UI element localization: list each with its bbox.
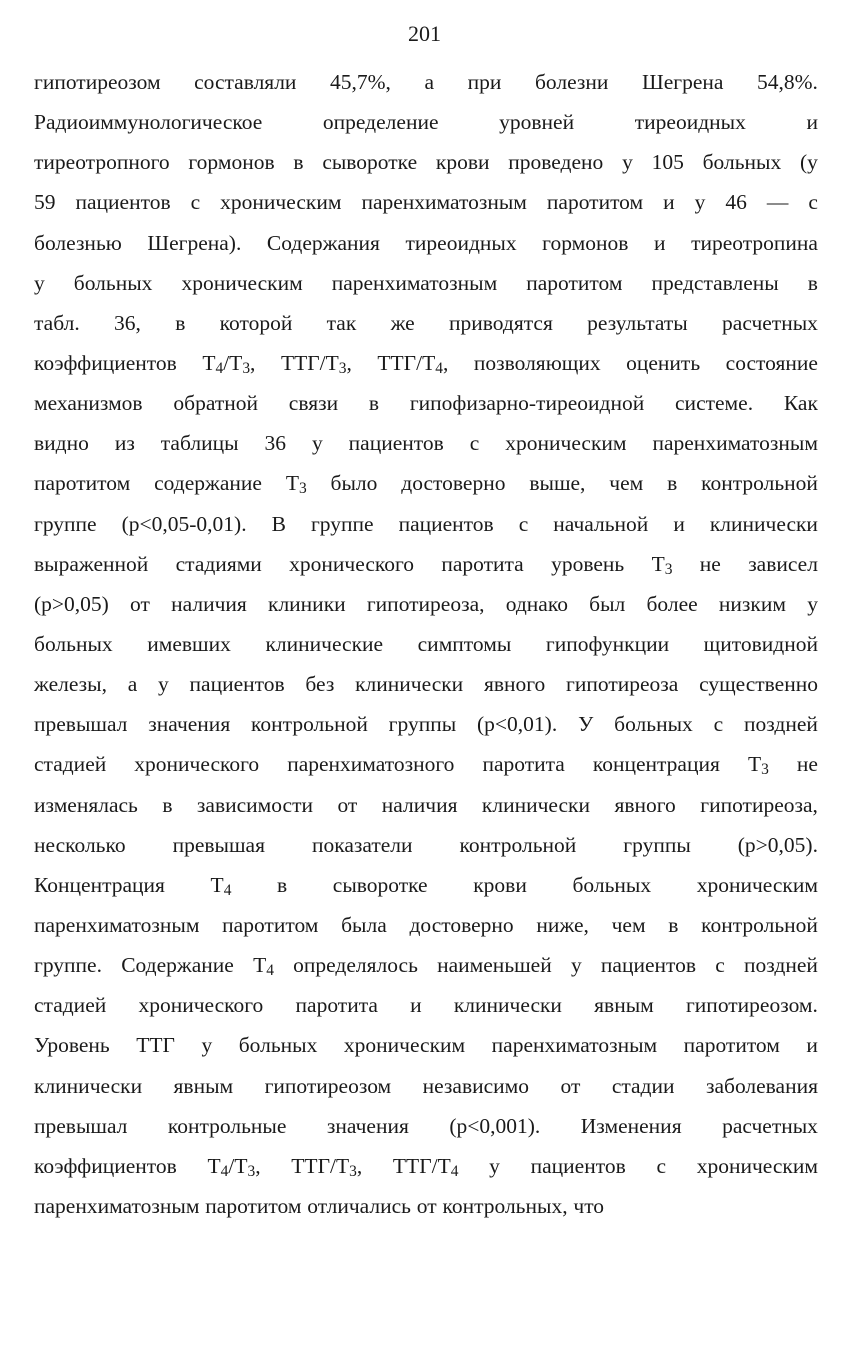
word: больных [572, 872, 652, 897]
word: превышал [34, 1113, 128, 1138]
word: $Т_3$ [651, 551, 673, 578]
text-line [34, 624, 818, 664]
word: с [518, 511, 529, 536]
word: группе. [34, 953, 102, 978]
word: стадией [34, 993, 107, 1018]
word: у [158, 672, 169, 697]
word: паренхиматозным [331, 270, 498, 295]
word: 36, [114, 310, 141, 335]
word: хроническим [343, 1033, 466, 1058]
word: же [390, 310, 415, 335]
word: клинически [453, 993, 562, 1018]
word: контрольной [701, 471, 818, 496]
word: у [34, 270, 45, 295]
word: болезни [534, 70, 609, 94]
text-line [34, 704, 818, 744]
word: паротитом [34, 471, 131, 496]
word: клинически [355, 672, 464, 697]
word: Содержание [121, 953, 234, 978]
word: хронического [134, 752, 260, 777]
word: гипотиреоза, [366, 591, 485, 616]
text-line [34, 985, 818, 1025]
word: тиреотропного [34, 150, 170, 175]
word: было [330, 471, 378, 496]
word: симптомы [417, 631, 512, 656]
word: 105 [651, 150, 684, 175]
word: чем [611, 912, 646, 937]
word: Как [783, 391, 818, 416]
word: у [622, 150, 633, 175]
word: независимо [422, 1073, 530, 1098]
word: был [589, 591, 626, 616]
word: имевших [147, 631, 231, 656]
word: паротитом [526, 270, 623, 295]
word: $Т_3$ [285, 471, 307, 498]
word: клинически [481, 792, 590, 817]
word: в [667, 471, 678, 496]
word: $Т_4$ [253, 953, 274, 980]
word: с [715, 953, 725, 978]
text-line [34, 584, 818, 624]
word: зависимости [196, 792, 313, 817]
word: от [416, 1193, 437, 1218]
word: (р<0,05-0,01). [121, 511, 247, 536]
word: значения [148, 712, 231, 737]
word: оценить [626, 350, 701, 375]
word: ТТГ/$Т_3$, [280, 350, 352, 378]
word: паренхиматозным [34, 1193, 200, 1218]
word: контрольной [459, 832, 577, 857]
word: пациентов [189, 672, 285, 697]
word: и [806, 1033, 818, 1058]
word: 36 [264, 431, 287, 456]
word: показатели [311, 832, 413, 857]
word: и [806, 110, 818, 135]
word: от [560, 1073, 581, 1098]
word: больных [702, 150, 782, 175]
word: крови [435, 150, 490, 175]
word: наименьшей [437, 953, 552, 978]
word: у [311, 431, 323, 456]
word: расчетных [722, 1113, 818, 1138]
word: механизмов [34, 391, 143, 416]
body-text [34, 62, 818, 1226]
text-line [34, 343, 818, 383]
word: в [175, 310, 186, 335]
text-line [34, 744, 818, 784]
word: ТТГ/$Т_4$, [377, 350, 449, 378]
word: У [578, 712, 594, 737]
word: значения [326, 1113, 409, 1138]
word: коэффициентов [34, 350, 177, 375]
word: явного [614, 792, 676, 817]
word: хронического [289, 551, 415, 576]
word: не [796, 752, 818, 777]
word: достоверно [401, 471, 506, 496]
word: с [469, 431, 480, 456]
word: паротитом [222, 912, 319, 937]
word: отличались [307, 1193, 411, 1218]
word: явным [173, 1073, 234, 1098]
word: паротита [482, 752, 565, 777]
word: чем [609, 471, 644, 496]
text-line [34, 423, 818, 463]
word: Шегрена [642, 70, 724, 94]
word: более [646, 591, 698, 616]
word: 54,8%. [757, 70, 818, 94]
word: наличия [381, 792, 458, 817]
word: у [570, 953, 582, 978]
word: пациентов [348, 431, 444, 456]
word: выраженной [34, 551, 149, 576]
word: контрольной [701, 912, 818, 937]
word: была [341, 912, 387, 937]
text-line [34, 223, 818, 263]
word: ТТГ/$Т_4$ [392, 1153, 459, 1180]
word: однако [505, 591, 568, 616]
word: зависел [748, 551, 818, 576]
word: гипофизарно-тиреоидной [409, 391, 645, 416]
word: сыворотке [332, 872, 428, 897]
word: уровень [551, 551, 625, 576]
text-line [34, 142, 818, 182]
word: стадии [611, 1073, 675, 1098]
text-line [34, 1025, 818, 1065]
word: Уровень [34, 1033, 110, 1058]
word: с [190, 190, 201, 215]
word: позволяющих [473, 350, 601, 375]
word: в [162, 792, 173, 817]
word: и [653, 230, 666, 255]
word: а [127, 672, 138, 697]
text-line [34, 1066, 818, 1106]
word: уровней [499, 110, 575, 135]
word: с [808, 190, 818, 215]
text-line [34, 463, 818, 503]
word: представлены [651, 270, 779, 295]
word: пациентов [75, 190, 171, 215]
word: не [699, 551, 721, 576]
word: $Т_4$ [210, 872, 232, 899]
word: явным [594, 993, 654, 1018]
text-line [34, 945, 818, 985]
word: определялось [293, 953, 418, 978]
text-line [34, 303, 818, 343]
word: а [424, 70, 435, 94]
word: гормонов [542, 230, 629, 255]
word: результаты [587, 310, 688, 335]
word: контрольной [251, 712, 368, 737]
word: (р<0,001). [449, 1113, 541, 1138]
word: болезнью [34, 230, 122, 255]
word: начальной [553, 511, 649, 536]
word: группе [34, 511, 97, 536]
word: Концентрация [34, 872, 165, 897]
word: гипотиреоза, [700, 792, 818, 817]
word: паренхиматозным [34, 912, 200, 937]
word: определение [322, 110, 439, 135]
word: паротита [441, 551, 524, 576]
word: $Т_3$ [747, 752, 769, 779]
word: ниже, [536, 912, 589, 937]
text-line [34, 905, 818, 945]
word: заболевания [705, 1073, 818, 1098]
word: железы, [34, 672, 107, 697]
word: с [713, 712, 724, 737]
word: гипотиреоза [566, 672, 679, 697]
word: сыворотке [322, 150, 418, 175]
word: ТТГ [136, 1033, 175, 1058]
word: видно [34, 431, 89, 456]
word: явного [483, 672, 546, 697]
word: группе [310, 511, 374, 536]
word: хроническим [220, 190, 342, 215]
word: хроническим [696, 1153, 818, 1178]
word: — [766, 190, 789, 215]
word: клиники [268, 591, 346, 616]
word: в [368, 391, 380, 416]
word: от [337, 792, 358, 817]
word: стадией [34, 752, 107, 777]
word: гипотиреозом [34, 70, 161, 94]
word: хроническим [181, 270, 303, 295]
word: паренхиматозным [361, 190, 527, 215]
word: $Т_4/Т_3$, [202, 350, 256, 378]
text-line [34, 263, 818, 303]
word: проведено [508, 150, 604, 175]
word: паротитом [683, 1033, 780, 1058]
word: тиреоидных [634, 110, 746, 135]
word: клинически [709, 511, 818, 536]
word: таблицы [160, 431, 239, 456]
word: В [271, 511, 286, 536]
word: паротитом [546, 190, 644, 215]
word: хронического [138, 993, 264, 1018]
word: $Т_4/Т_3$, [207, 1153, 261, 1180]
word: и [663, 190, 675, 215]
word: 59 [34, 190, 56, 215]
word: при [467, 70, 502, 94]
word: изменялась [34, 792, 138, 817]
page-number: 201 [408, 21, 441, 46]
word: 46 [725, 190, 747, 215]
word: наличия [171, 591, 247, 616]
word: гипотиреозом. [685, 993, 818, 1018]
word: у [807, 591, 818, 616]
text-line [34, 544, 818, 584]
word: тиреоидных [405, 230, 517, 255]
word: (у [800, 150, 818, 175]
word: системе. [675, 391, 754, 416]
word: без [305, 672, 335, 697]
text-line [34, 1186, 818, 1226]
word: достоверно [409, 912, 514, 937]
word: 45,7%, [330, 70, 391, 94]
word: клинически [34, 1073, 143, 1098]
text-line [34, 785, 818, 825]
word: больных [73, 270, 153, 295]
word: пациентов [398, 511, 494, 536]
word: и [410, 993, 422, 1018]
word: стадиями [175, 551, 262, 576]
word: контрольных, [442, 1193, 568, 1218]
word: в [277, 872, 288, 897]
text-line [34, 865, 818, 905]
word: связи [288, 391, 339, 416]
text-line [34, 182, 818, 222]
word: контрольные [167, 1113, 287, 1138]
text-line [34, 62, 818, 102]
word: Радиоиммунологическое [34, 110, 263, 135]
word: содержание [154, 471, 262, 496]
word: паренхиматозным [652, 431, 818, 456]
text-line [34, 664, 818, 704]
word: паротита [295, 993, 378, 1018]
word: паренхиматозным [491, 1033, 658, 1058]
word: что [573, 1193, 605, 1218]
word: коэффициентов [34, 1153, 177, 1178]
word: так [326, 310, 357, 335]
word: с [656, 1153, 666, 1178]
word: группы [388, 712, 457, 737]
word: группы [623, 832, 691, 857]
word: составляли [194, 70, 297, 94]
word: паротитом [205, 1193, 302, 1218]
word: Содержания [266, 230, 380, 255]
word: гипотиреозом [264, 1073, 392, 1098]
text-line [34, 383, 818, 423]
word: в [807, 270, 818, 295]
word: гипофункции [545, 631, 670, 656]
word: (р>0,05). [737, 832, 818, 857]
word: ТТГ/$Т_3$, [291, 1153, 363, 1180]
word: (р<0,01). [477, 712, 558, 737]
word: превышал [34, 712, 128, 737]
word: от [130, 591, 150, 616]
word: низким [718, 591, 786, 616]
word: в [668, 912, 679, 937]
word: обратной [173, 391, 258, 416]
word: поздней [744, 953, 818, 978]
word: у [489, 1153, 500, 1178]
word: расчетных [722, 310, 818, 335]
word: состояние [725, 350, 818, 375]
word: приводятся [449, 310, 553, 335]
word: тиреотропина [691, 230, 818, 255]
word: несколько [34, 832, 126, 857]
word: концентрация [592, 752, 720, 777]
word: в [293, 150, 304, 175]
word: пациентов [600, 953, 697, 978]
text-line [34, 1146, 818, 1186]
word: выше, [529, 471, 586, 496]
word: которой [219, 310, 293, 335]
word: больных [34, 631, 113, 656]
word: крови [473, 872, 527, 897]
text-line [34, 504, 818, 544]
word: Изменения [580, 1113, 682, 1138]
word: у [201, 1033, 213, 1058]
word: клинические [265, 631, 384, 656]
word: из [114, 431, 135, 456]
word: у [694, 190, 706, 215]
word: щитовидной [703, 631, 818, 656]
word: больных [614, 712, 693, 737]
text-line [34, 825, 818, 865]
word: больных [238, 1033, 318, 1058]
word: (р>0,05) [34, 591, 109, 616]
word: гормонов [188, 150, 275, 175]
word: хроническим [505, 431, 627, 456]
word: превышая [172, 832, 265, 857]
word: паренхиматозного [287, 752, 455, 777]
word: существенно [699, 672, 818, 697]
word: хроническим [696, 872, 818, 897]
word: поздней [744, 712, 818, 737]
text-line [34, 102, 818, 142]
word: табл. [34, 310, 80, 335]
text-line [34, 1106, 818, 1146]
word: Шегрена). [147, 230, 242, 255]
word: пациентов [530, 1153, 626, 1178]
word: и [673, 511, 685, 536]
